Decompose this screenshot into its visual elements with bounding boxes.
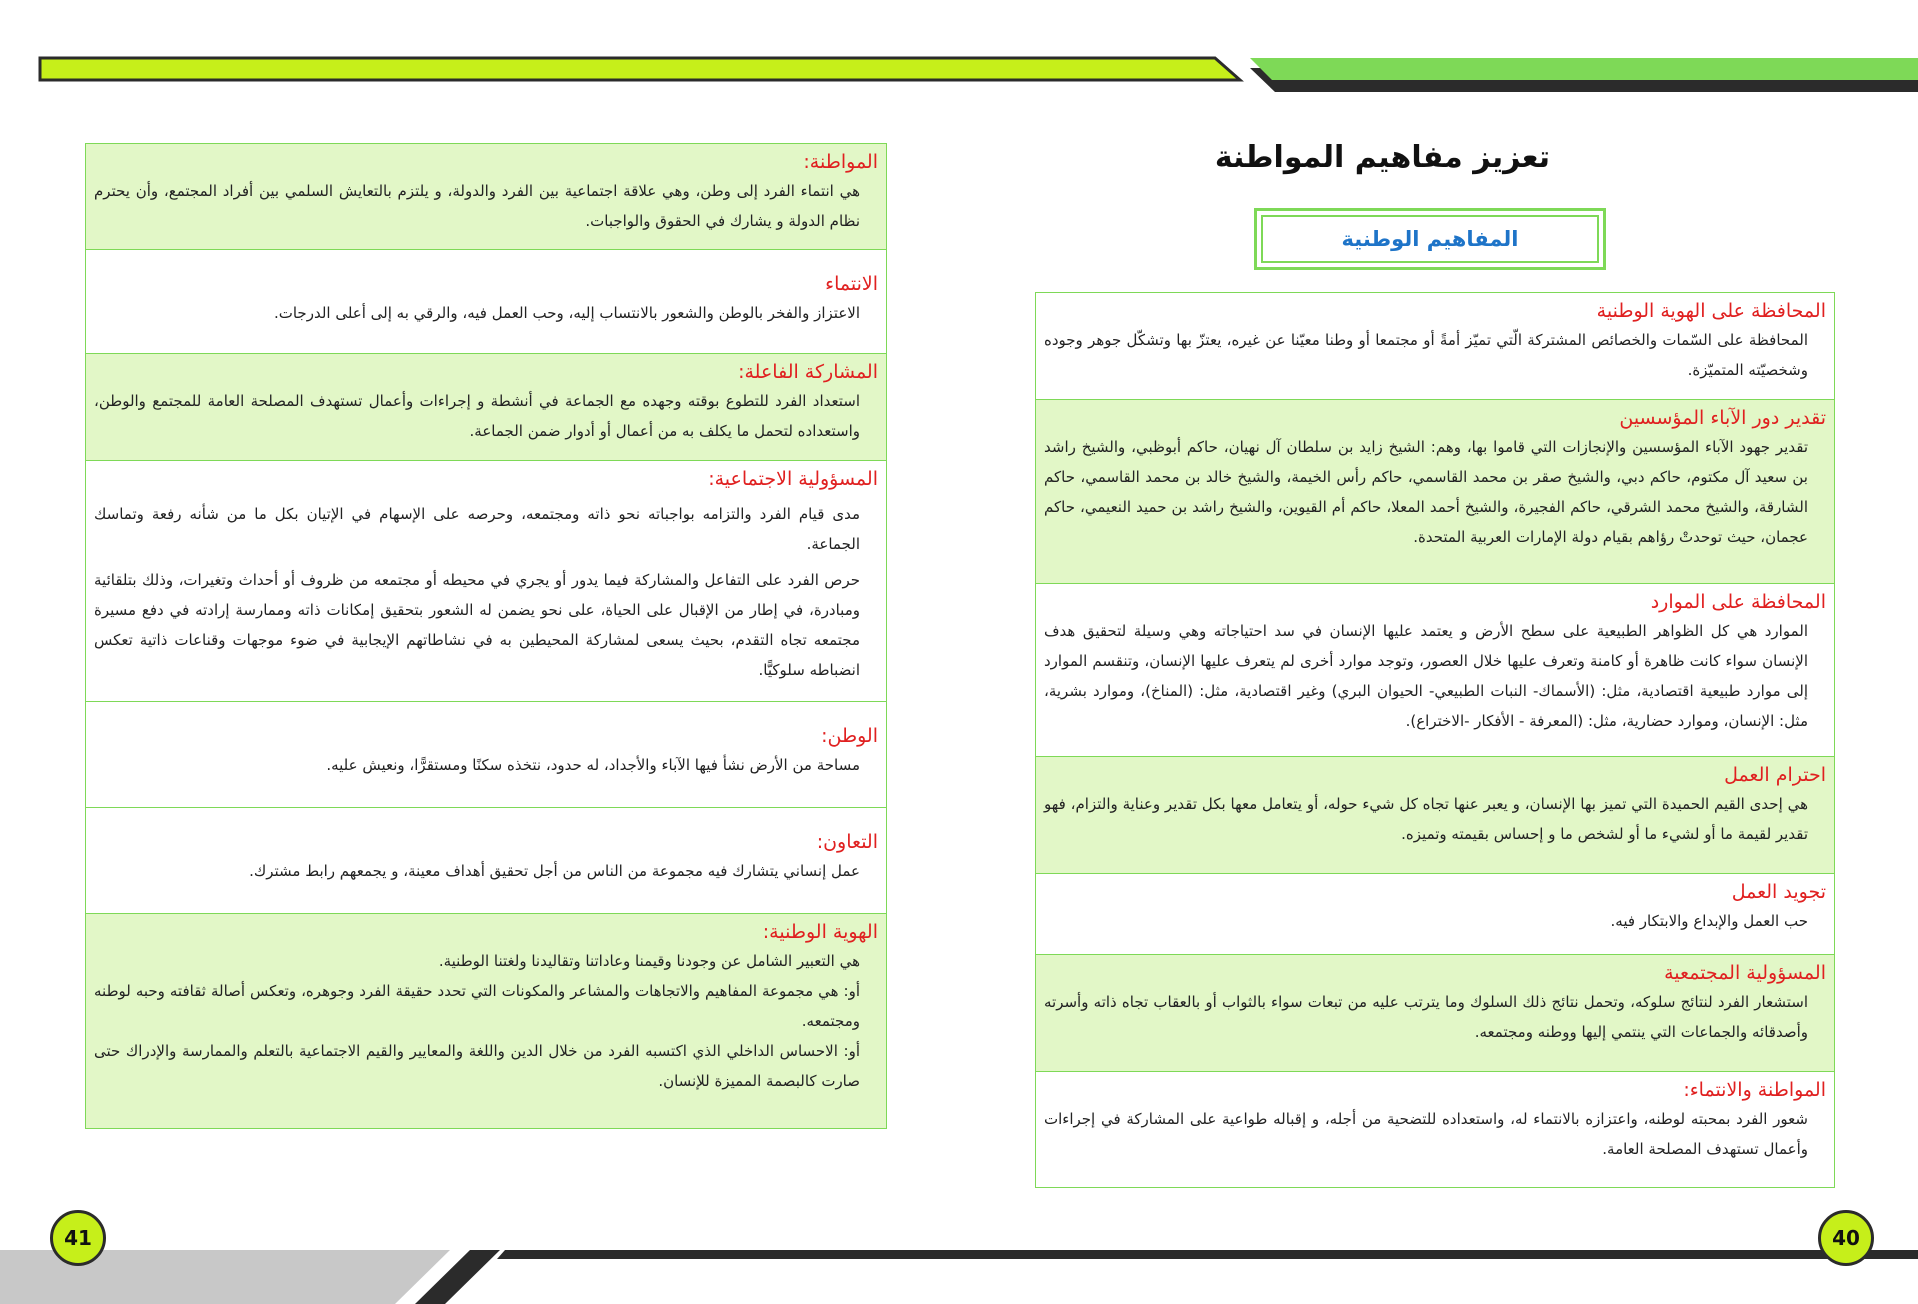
section-title: الوطن:: [821, 725, 878, 747]
top-decorative-band: [0, 50, 1918, 95]
section-text: أو: هي مجموعة المفاهيم والاتجاهات والمشاعر والمكونات التي تحدد حقيقة الفرد وجوهره، وتعكس أصالة ثقافته وحبه لوطنه ومجتمعه.: [94, 982, 860, 1030]
section-title: المشاركة الفاعلة:: [738, 361, 878, 383]
section-text: هي إحدى القيم الحميدة التي تميز بها الإنسان، و يعبر عنها تجاه كل شيء حوله، أو يتعامل معها بكل تقدير وعناية والتزام، فهو تقدير لقيمة ما أو لشيء ما أو لشخص ما و إحساس بقيمته وتميزه.: [1044, 795, 1808, 843]
section-preserve-identity: [1036, 293, 1834, 400]
section-title: المحافظة على الهوية الوطنية: [1596, 300, 1826, 322]
section-text: استشعار الفرد لنتائج سلوكه، وتحمل نتائج ذلك السلوك وما يترتب عليه من تبعات سواء بالثواب أو بالعقاب تجاه ذاته وأسرته وأصدقائه والجماعات التي ينتمي إليها ووطنه ومجتمعه.: [1044, 993, 1808, 1041]
top-band-left-stripe: [40, 58, 1240, 80]
section-title: التعاون:: [816, 831, 878, 853]
section-homeland: [86, 702, 886, 808]
section-text: مدى قيام الفرد والتزامه بواجباته نحو ذاته ومجتمعه، وحرصه على الإسهام في الإتيان بكل ما من شأنه رفعة وتماسك الجماعة.: [94, 505, 860, 553]
section-belonging: [86, 250, 886, 354]
section-title: المسؤولية الاجتماعية:: [708, 468, 878, 490]
section-text: المحافظة على السّمات والخصائص المشتركة الّتي تميّز أمةً أو مجتمعا أو وطنا معيّنا عن غيره، يعتزّ بها وتشكّل جوهر وجوده وشخصيّته المتميّزة.: [1044, 331, 1808, 379]
section-title: الهوية الوطنية:: [762, 921, 878, 943]
section-citizenship-belonging: [1036, 1072, 1834, 1187]
section-text: أو: الاحساس الداخلي الذي اكتسبه الفرد من خلال الدين واللغة والمعايير والقيم الاجتماعية بالتعلم والممارسة والإدراك حتى صارت كالبصمة المميزة للإنسان.: [94, 1042, 860, 1090]
section-community-responsibility: [1036, 955, 1834, 1072]
section-founding-fathers: [1036, 400, 1834, 584]
section-text: عمل إنساني يتشارك فيه مجموعة من الناس من أجل تحقيق أهداف معينة، و يجمعهم رابط مشترك.: [249, 862, 860, 880]
section-title: تجويد العمل: [1731, 881, 1826, 903]
section-title: احترام العمل: [1724, 764, 1826, 786]
subtitle-box: [1254, 208, 1606, 270]
section-text: حرص الفرد على التفاعل والمشاركة فيما يدور أو يجري في محيطه أو مجتمعه من ظروف أو أحداث وتغيرات، وذلك بتلقائية ومبادرة، في إطار من الإقبال على الحياة، على نحو يضمن له الشعور بتحقيق إمكانات ذاته وممارسة إرادته في دفع مسيرة مجتمعه تجاه التقدم، بحيث يسعى لمشاركة المحيطين به في نشاطاتهم الإيجابية في ضوء موجهات وقناعات ذاتية تعكس انضباطه سلوكيًّا.: [94, 571, 860, 679]
section-title: المحافظة على الموارد: [1650, 591, 1826, 613]
section-work-quality: [1036, 874, 1834, 955]
section-text: استعداد الفرد للتطوع بوقته وجهده مع الجماعة في أنشطة و إجراءات وأعمال تستهدف المصلحة العامة للمجتمع والوطن، واستعداده لتحمل ما يكلف به من أعمال أو أدوار ضمن الجماعة.: [94, 392, 860, 440]
left-page-table: [85, 143, 887, 1129]
section-text: هي التعبير الشامل عن وجودنا وقيمنا وعاداتنا وتقاليدنا ولغتنا الوطنية.: [438, 952, 860, 970]
section-title: الانتماء: [825, 273, 878, 295]
section-social-responsibility: [86, 461, 886, 702]
section-text: الاعتزاز والفخر بالوطن والشعور بالانتساب إليه، وحب العمل فيه، والرقي به إلى أعلى الدرجات.: [273, 304, 860, 322]
section-text: شعور الفرد بمحبته لوطنه، واعتزازه بالانتماء له، واستعداده للتضحية من أجله، و إقباله طواعية على المشاركة في إجراءات وأعمال تستهدف المصلحة العامة.: [1044, 1110, 1808, 1158]
section-preserve-resources: [1036, 584, 1834, 757]
section-title: المواطنة والانتماء:: [1683, 1079, 1826, 1101]
section-text: مساحة من الأرض نشأ فيها الآباء والأجداد، له حدود، نتخذه سكنًا ومستقرًّا، ونعيش عليه.: [326, 756, 860, 774]
page-number-right: 40: [1818, 1210, 1874, 1266]
section-text: الموارد هي كل الظواهر الطبيعية على سطح الأرض و يعتمد عليها الإنسان في سد احتياجاته وهي وسيلة لتحقيق هدف الإنسان سواء كانت ظاهرة أو كامنة وتعرف عليها خلال العصور، وتوجد موارد أخرى لم يتعرف عليها الإنسان، وتنقسم الموارد إلى موارد طبيعية اقتصادية، مثل: (الأسماك- النبات الطبيعي- الحيوان البري) وغير اقتصادية، مثل: (المناخ)، وموارد بشرية، مثل: الإنسان، وموارد حضارية، مثل: (المعرفة - الأفكار -الاختراع).: [1044, 622, 1808, 730]
bottom-decorative-band: [0, 1240, 1918, 1304]
page-title: تعزيز مفاهيم المواطنة: [1214, 140, 1550, 175]
section-cooperation: [86, 808, 886, 914]
section-respect-work: [1036, 757, 1834, 874]
section-title: المواطنة:: [803, 151, 878, 173]
bottom-band-right-stripe: [497, 1250, 1918, 1259]
page-number-left: 41: [50, 1210, 106, 1266]
section-active-participation: [86, 354, 886, 461]
subtitle-text: المفاهيم الوطنية: [1261, 215, 1599, 263]
section-national-identity: [86, 914, 886, 1128]
section-text: تقدير جهود الآباء المؤسسين والإنجازات التي قاموا بها، وهم: الشيخ زايد بن سلطان آل نهيان، حاكم أبوظبي، والشيخ راشد بن سعيد آل مكتوم، حاكم دبي، والشيخ صقر بن محمد القاسمي، حاكم رأس الخيمة، والشيخ خالد بن محمد القاسمي، حاكم الشارقة، والشيخ محمد الشرقي، حاكم الفجيرة، والشيخ أحمد المعلا، حاكم أم القيوين، والشيخ راشد بن حميد النعيمي، حاكم عجمان، حيث توحدتْ رؤاهم بقيام دولة الإمارات العربية المتحدة.: [1044, 438, 1808, 546]
section-title: المسؤولية المجتمعية: [1664, 962, 1826, 984]
section-text: هي انتماء الفرد إلى وطن، وهي علاقة اجتماعية بين الفرد والدولة، و يلتزم بالتعايش السلمي بين أفراد المجتمع، وأن يحترم نظام الدولة و يشارك في الحقوق والواجبات.: [94, 182, 860, 230]
section-text: حب العمل والإبداع والابتكار فيه.: [1610, 912, 1808, 930]
section-citizenship: [86, 144, 886, 250]
section-title: تقدير دور الآباء المؤسسين: [1619, 407, 1826, 429]
top-band-right-stripe: [1250, 58, 1918, 80]
right-page-table: [1035, 292, 1835, 1188]
